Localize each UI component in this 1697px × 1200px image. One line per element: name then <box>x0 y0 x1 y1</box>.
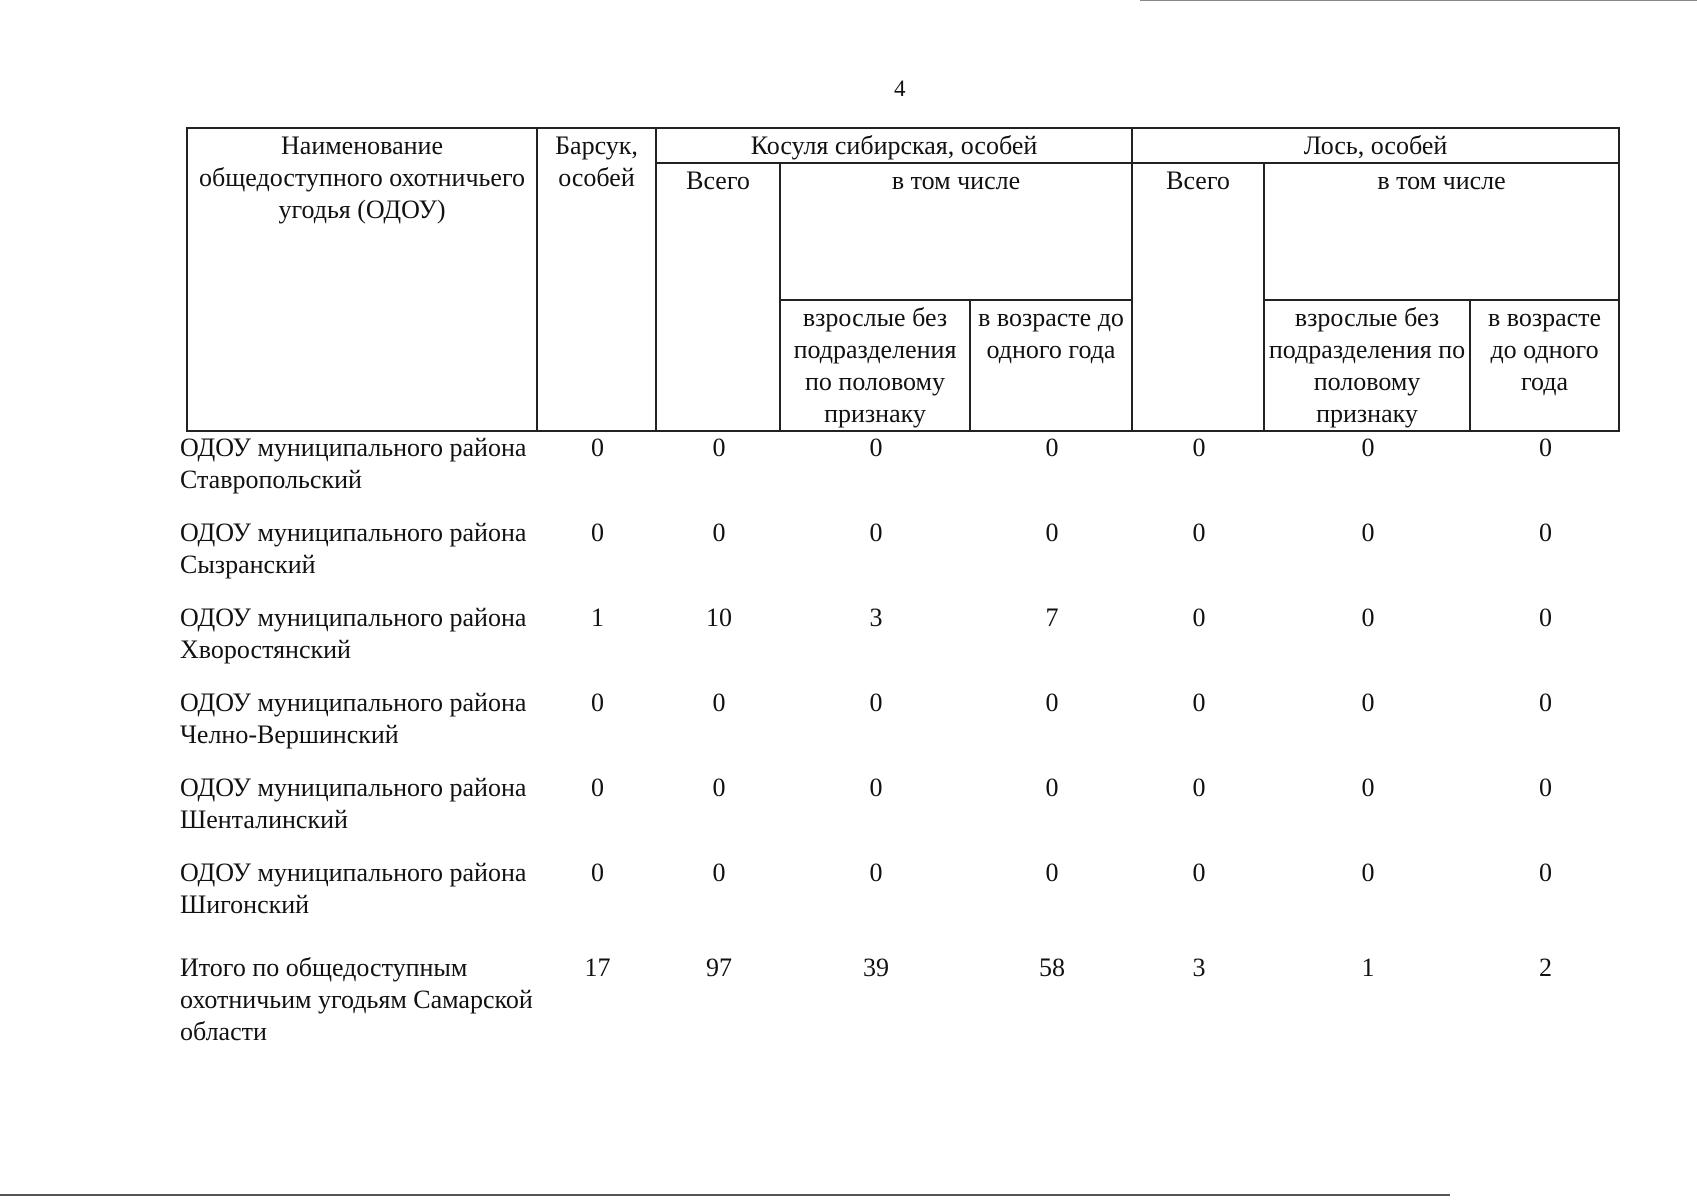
table-row <box>180 602 1620 687</box>
value-cell: 0 <box>712 858 726 887</box>
header-moose-adults: взрослые без подразделения по половому признаку <box>1264 300 1470 431</box>
value-cell: 0 <box>1361 603 1375 632</box>
page-number: 4 <box>894 76 906 101</box>
header-roe-deer-group: Косуля сибирская, особей <box>656 128 1132 163</box>
value-cell: 0 <box>591 433 604 462</box>
value-cell: 0 <box>1192 433 1206 462</box>
value-cell: 0 <box>869 858 883 887</box>
value-cell: 0 <box>591 518 604 547</box>
value-cell: 0 <box>1539 603 1552 632</box>
row-name: ОДОУ муниципального района Хворостянский <box>180 603 527 664</box>
table-header <box>186 127 1620 432</box>
value-cell: 0 <box>1539 773 1552 802</box>
scan-artifact-top-line <box>1140 0 1697 1</box>
header-roe-including: в том числе <box>780 163 1132 300</box>
value-cell: 0 <box>869 688 883 717</box>
value-cell: 0 <box>591 773 604 802</box>
value-cell: 0 <box>712 773 726 802</box>
value-cell: 0 <box>1192 858 1206 887</box>
row-name: ОДОУ муниципального района Ставропольский <box>180 433 527 494</box>
value-cell: 0 <box>1045 518 1059 547</box>
value-cell: 0 <box>1045 688 1059 717</box>
value-cell: 0 <box>1361 773 1375 802</box>
total-row <box>180 942 1620 1048</box>
value-cell: 0 <box>1539 858 1552 887</box>
header-roe-total: Всего <box>656 163 780 431</box>
total-value-cell: 58 <box>1039 953 1065 982</box>
value-cell: 0 <box>1539 518 1552 547</box>
total-value-cell: 97 <box>706 953 732 982</box>
row-name: ОДОУ муниципального района Шенталинский <box>180 773 527 834</box>
value-cell: 3 <box>869 603 883 632</box>
value-cell: 0 <box>1192 518 1206 547</box>
row-name: ОДОУ муниципального района Шигонский <box>180 858 527 919</box>
row-name: ОДОУ муниципального района Челно-Вершинский <box>180 688 527 749</box>
header-badger-column: Барсук, особей <box>537 128 656 431</box>
value-cell: 0 <box>1192 773 1206 802</box>
table-row <box>180 687 1620 772</box>
header-name-column: Наименование общедоступного охотничьего угодья (ОДОУ) <box>187 128 537 431</box>
total-value-cell: 17 <box>584 953 611 982</box>
header-moose-group: Лось, особей <box>1132 128 1619 163</box>
header-moose-young: в возрасте до одного года <box>1470 300 1619 431</box>
scan-artifact-bottom-line <box>0 1194 1450 1196</box>
total-value-cell: 2 <box>1539 953 1552 982</box>
value-cell: 10 <box>706 603 732 632</box>
value-cell: 0 <box>869 518 883 547</box>
value-cell: 0 <box>591 858 604 887</box>
row-name: ОДОУ муниципального района Сызранский <box>180 518 527 579</box>
total-row-name: Итого по общедоступным охотничьим угодьям Самарской области <box>180 953 533 1046</box>
value-cell: 0 <box>1045 858 1059 887</box>
total-value-cell: 1 <box>1361 953 1375 982</box>
value-cell: 0 <box>1361 688 1375 717</box>
value-cell: 0 <box>1361 858 1375 887</box>
value-cell: 0 <box>1539 688 1552 717</box>
value-cell: 1 <box>591 603 604 632</box>
value-cell: 0 <box>1361 518 1375 547</box>
table-row <box>180 857 1620 942</box>
header-moose-total: Всего <box>1132 163 1264 431</box>
table-body <box>180 432 1620 1048</box>
value-cell: 0 <box>1539 433 1552 462</box>
value-cell: 0 <box>869 433 883 462</box>
value-cell: 0 <box>712 688 726 717</box>
value-cell: 0 <box>869 773 883 802</box>
value-cell: 7 <box>1045 603 1059 632</box>
value-cell: 0 <box>1192 688 1206 717</box>
header-roe-adults: взрослые без подразделения по половому признаку <box>780 300 970 431</box>
total-value-cell: 39 <box>863 953 889 982</box>
table-row <box>180 517 1620 602</box>
table-row <box>180 432 1620 517</box>
value-cell: 0 <box>591 688 604 717</box>
header-moose-including: в том числе <box>1264 163 1619 300</box>
table-row <box>180 772 1620 857</box>
value-cell: 0 <box>712 433 726 462</box>
value-cell: 0 <box>1192 603 1206 632</box>
value-cell: 0 <box>1045 773 1059 802</box>
value-cell: 0 <box>1045 433 1059 462</box>
value-cell: 0 <box>1361 433 1375 462</box>
total-value-cell: 3 <box>1192 953 1206 982</box>
value-cell: 0 <box>712 518 726 547</box>
header-roe-young: в возрасте до одного года <box>970 300 1132 431</box>
